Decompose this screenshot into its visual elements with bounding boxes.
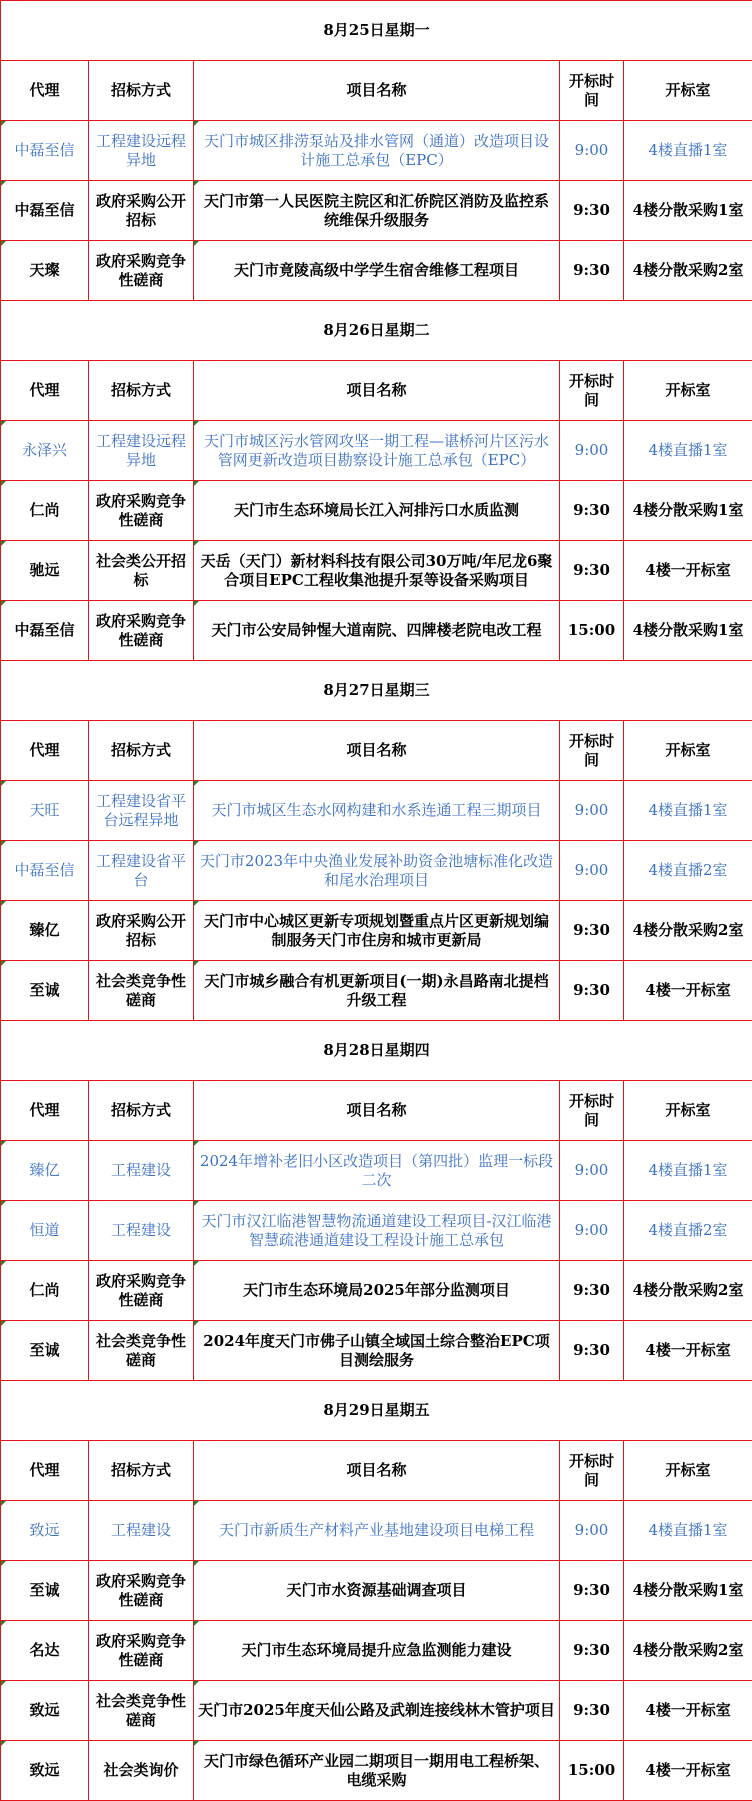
table-row <box>1 961 752 1021</box>
opening-room-cell: 4楼分散采购1室 <box>624 1561 752 1621</box>
opening-time-cell: 9:30 <box>560 181 624 241</box>
column-header-row <box>1 721 752 781</box>
table-row <box>1 1261 752 1321</box>
opening-room-cell: 4楼直播1室 <box>624 121 752 181</box>
agent-cell: 天璨 <box>1 241 89 301</box>
opening-room-cell: 4楼一开标室 <box>624 961 752 1021</box>
opening-time-cell: 15:00 <box>560 601 624 661</box>
project-name-cell: 天门市生态环境局长江入河排污口水质监测 <box>194 481 560 541</box>
table-row <box>1 121 752 181</box>
agent-cell: 永泽兴 <box>1 421 89 481</box>
opening-time-cell: 9:30 <box>560 901 624 961</box>
header-time: 开标时间 <box>560 361 624 421</box>
project-name-cell: 天门市公安局钟惺大道南院、四牌楼老院电改工程 <box>194 601 560 661</box>
method-cell: 工程建设省平台远程异地 <box>89 781 194 841</box>
header-time: 开标时间 <box>560 1441 624 1501</box>
agent-cell: 驰远 <box>1 541 89 601</box>
method-cell: 政府采购竞争性磋商 <box>89 601 194 661</box>
opening-time-cell: 9:30 <box>560 961 624 1021</box>
table-row <box>1 181 752 241</box>
header-method: 招标方式 <box>89 1081 194 1141</box>
project-name-cell: 2024年增补老旧小区改造项目（第四批）监理一标段二次 <box>194 1141 560 1201</box>
table-row <box>1 1141 752 1201</box>
opening-room-cell: 4楼直播2室 <box>624 841 752 901</box>
column-header-row <box>1 361 752 421</box>
table-row <box>1 901 752 961</box>
table-row <box>1 1201 752 1261</box>
opening-room-cell: 4楼一开标室 <box>624 1681 752 1741</box>
opening-room-cell: 4楼直播1室 <box>624 1141 752 1201</box>
agent-cell: 致远 <box>1 1741 89 1801</box>
opening-time-cell: 9:30 <box>560 1621 624 1681</box>
table-row <box>1 1741 752 1801</box>
method-cell: 社会类竞争性磋商 <box>89 1321 194 1381</box>
agent-cell: 至诚 <box>1 961 89 1021</box>
project-name-cell: 天门市城乡融合有机更新项目(一期)永昌路南北提档升级工程 <box>194 961 560 1021</box>
day-heading-row <box>1 1381 752 1441</box>
agent-cell: 恒道 <box>1 1201 89 1261</box>
agent-cell: 臻亿 <box>1 901 89 961</box>
table-row <box>1 1501 752 1561</box>
opening-room-cell: 4楼分散采购2室 <box>624 1621 752 1681</box>
header-room: 开标室 <box>624 61 752 121</box>
opening-time-cell: 9:00 <box>560 1201 624 1261</box>
project-name-cell: 天门市新质生产材料产业基地建设项目电梯工程 <box>194 1501 560 1561</box>
agent-cell: 仁尚 <box>1 481 89 541</box>
header-time: 开标时间 <box>560 1081 624 1141</box>
header-time: 开标时间 <box>560 61 624 121</box>
day-heading-row <box>1 1021 752 1081</box>
header-method: 招标方式 <box>89 1441 194 1501</box>
method-cell: 工程建设 <box>89 1501 194 1561</box>
agent-cell: 天旺 <box>1 781 89 841</box>
opening-room-cell: 4楼直播1室 <box>624 421 752 481</box>
project-name-cell: 天门市城区排涝泵站及排水管网（通道）改造项目设计施工总承包（EPC） <box>194 121 560 181</box>
method-cell: 政府采购竞争性磋商 <box>89 481 194 541</box>
opening-time-cell: 9:00 <box>560 841 624 901</box>
opening-room-cell: 4楼直播2室 <box>624 1201 752 1261</box>
header-agent: 代理 <box>1 1081 89 1141</box>
schedule-body <box>1 1 752 1801</box>
agent-cell: 中磊至信 <box>1 121 89 181</box>
method-cell: 政府采购竞争性磋商 <box>89 1621 194 1681</box>
day-heading-row <box>1 1 752 61</box>
project-name-cell: 天门市水资源基础调查项目 <box>194 1561 560 1621</box>
opening-time-cell: 9:00 <box>560 421 624 481</box>
header-project: 项目名称 <box>194 1441 560 1501</box>
project-name-cell: 天门市竟陵高级中学学生宿舍维修工程项目 <box>194 241 560 301</box>
method-cell: 社会类竞争性磋商 <box>89 961 194 1021</box>
header-method: 招标方式 <box>89 361 194 421</box>
opening-time-cell: 9:00 <box>560 1141 624 1201</box>
day-heading-row <box>1 661 752 721</box>
project-name-cell: 天门市中心城区更新专项规划暨重点片区更新规划编制服务天门市住房和城市更新局 <box>194 901 560 961</box>
table-row <box>1 1621 752 1681</box>
agent-cell: 名达 <box>1 1621 89 1681</box>
agent-cell: 仁尚 <box>1 1261 89 1321</box>
method-cell: 社会类询价 <box>89 1741 194 1801</box>
opening-room-cell: 4楼分散采购2室 <box>624 241 752 301</box>
opening-room-cell: 4楼一开标室 <box>624 1321 752 1381</box>
table-row <box>1 841 752 901</box>
header-project: 项目名称 <box>194 1081 560 1141</box>
agent-cell: 中磊至信 <box>1 841 89 901</box>
table-row <box>1 1681 752 1741</box>
table-row <box>1 241 752 301</box>
table-row <box>1 481 752 541</box>
method-cell: 工程建设远程异地 <box>89 421 194 481</box>
opening-time-cell: 9:00 <box>560 1501 624 1561</box>
column-header-row <box>1 61 752 121</box>
day-title: 8月25日星期一 <box>1 1 752 61</box>
header-project: 项目名称 <box>194 721 560 781</box>
opening-time-cell: 9:30 <box>560 1681 624 1741</box>
opening-time-cell: 9:30 <box>560 1261 624 1321</box>
header-agent: 代理 <box>1 61 89 121</box>
table-row <box>1 781 752 841</box>
opening-time-cell: 9:30 <box>560 241 624 301</box>
header-agent: 代理 <box>1 721 89 781</box>
opening-time-cell: 15:00 <box>560 1741 624 1801</box>
opening-room-cell: 4楼一开标室 <box>624 1741 752 1801</box>
agent-cell: 臻亿 <box>1 1141 89 1201</box>
project-name-cell: 天门市生态环境局2025年部分监测项目 <box>194 1261 560 1321</box>
header-method: 招标方式 <box>89 61 194 121</box>
method-cell: 工程建设远程异地 <box>89 121 194 181</box>
header-room: 开标室 <box>624 361 752 421</box>
project-name-cell: 天门市绿色循环产业园二期项目一期用电工程桥架、电缆采购 <box>194 1741 560 1801</box>
project-name-cell: 天门市2025年度天仙公路及武剃连接线林木管护项目 <box>194 1681 560 1741</box>
table-row <box>1 541 752 601</box>
method-cell: 政府采购竞争性磋商 <box>89 241 194 301</box>
method-cell: 政府采购竞争性磋商 <box>89 1561 194 1621</box>
header-method: 招标方式 <box>89 721 194 781</box>
day-title: 8月28日星期四 <box>1 1021 752 1081</box>
opening-room-cell: 4楼分散采购2室 <box>624 1261 752 1321</box>
method-cell: 工程建设省平台 <box>89 841 194 901</box>
day-title: 8月26日星期二 <box>1 301 752 361</box>
agent-cell: 中磊至信 <box>1 601 89 661</box>
header-room: 开标室 <box>624 1441 752 1501</box>
agent-cell: 至诚 <box>1 1321 89 1381</box>
header-room: 开标室 <box>624 721 752 781</box>
header-agent: 代理 <box>1 1441 89 1501</box>
method-cell: 社会类竞争性磋商 <box>89 1681 194 1741</box>
table-row <box>1 601 752 661</box>
day-title: 8月29日星期五 <box>1 1381 752 1441</box>
project-name-cell: 天门市第一人民医院主院区和汇侨院区消防及监控系统维保升级服务 <box>194 181 560 241</box>
method-cell: 政府采购公开招标 <box>89 181 194 241</box>
agent-cell: 致远 <box>1 1501 89 1561</box>
header-agent: 代理 <box>1 361 89 421</box>
opening-room-cell: 4楼直播1室 <box>624 1501 752 1561</box>
header-time: 开标时间 <box>560 721 624 781</box>
method-cell: 社会类公开招标 <box>89 541 194 601</box>
column-header-row <box>1 1441 752 1501</box>
opening-time-cell: 9:30 <box>560 541 624 601</box>
opening-room-cell: 4楼一开标室 <box>624 541 752 601</box>
day-heading-row <box>1 301 752 361</box>
opening-room-cell: 4楼分散采购1室 <box>624 481 752 541</box>
table-row <box>1 421 752 481</box>
project-name-cell: 天岳（天门）新材料科技有限公司30万吨/年尼龙6聚合项目EPC工程收集池提升泵等设备采购项目 <box>194 541 560 601</box>
opening-time-cell: 9:00 <box>560 121 624 181</box>
opening-room-cell: 4楼分散采购2室 <box>624 901 752 961</box>
opening-time-cell: 9:30 <box>560 481 624 541</box>
opening-room-cell: 4楼分散采购1室 <box>624 181 752 241</box>
method-cell: 工程建设 <box>89 1141 194 1201</box>
opening-time-cell: 9:30 <box>560 1321 624 1381</box>
agent-cell: 中磊至信 <box>1 181 89 241</box>
method-cell: 政府采购竞争性磋商 <box>89 1261 194 1321</box>
project-name-cell: 2024年度天门市佛子山镇全域国土综合整治EPC项目测绘服务 <box>194 1321 560 1381</box>
day-title: 8月27日星期三 <box>1 661 752 721</box>
opening-room-cell: 4楼直播1室 <box>624 781 752 841</box>
agent-cell: 致远 <box>1 1681 89 1741</box>
project-name-cell: 天门市2023年中央渔业发展补助资金池塘标准化改造和尾水治理项目 <box>194 841 560 901</box>
project-name-cell: 天门市生态环境局提升应急监测能力建设 <box>194 1621 560 1681</box>
method-cell: 工程建设 <box>89 1201 194 1261</box>
method-cell: 政府采购公开招标 <box>89 901 194 961</box>
header-room: 开标室 <box>624 1081 752 1141</box>
project-name-cell: 天门市汉江临港智慧物流通道建设工程项目-汉江临港智慧疏港通道建设工程设计施工总承包 <box>194 1201 560 1261</box>
header-project: 项目名称 <box>194 361 560 421</box>
opening-time-cell: 9:00 <box>560 781 624 841</box>
opening-room-cell: 4楼分散采购1室 <box>624 601 752 661</box>
header-project: 项目名称 <box>194 61 560 121</box>
table-row <box>1 1561 752 1621</box>
table-row <box>1 1321 752 1381</box>
column-header-row <box>1 1081 752 1141</box>
project-name-cell: 天门市城区污水管网攻坚一期工程—谌桥河片区污水管网更新改造项目勘察设计施工总承包（EPC） <box>194 421 560 481</box>
project-name-cell: 天门市城区生态水网构建和水系连通工程三期项目 <box>194 781 560 841</box>
opening-time-cell: 9:30 <box>560 1561 624 1621</box>
agent-cell: 至诚 <box>1 1561 89 1621</box>
